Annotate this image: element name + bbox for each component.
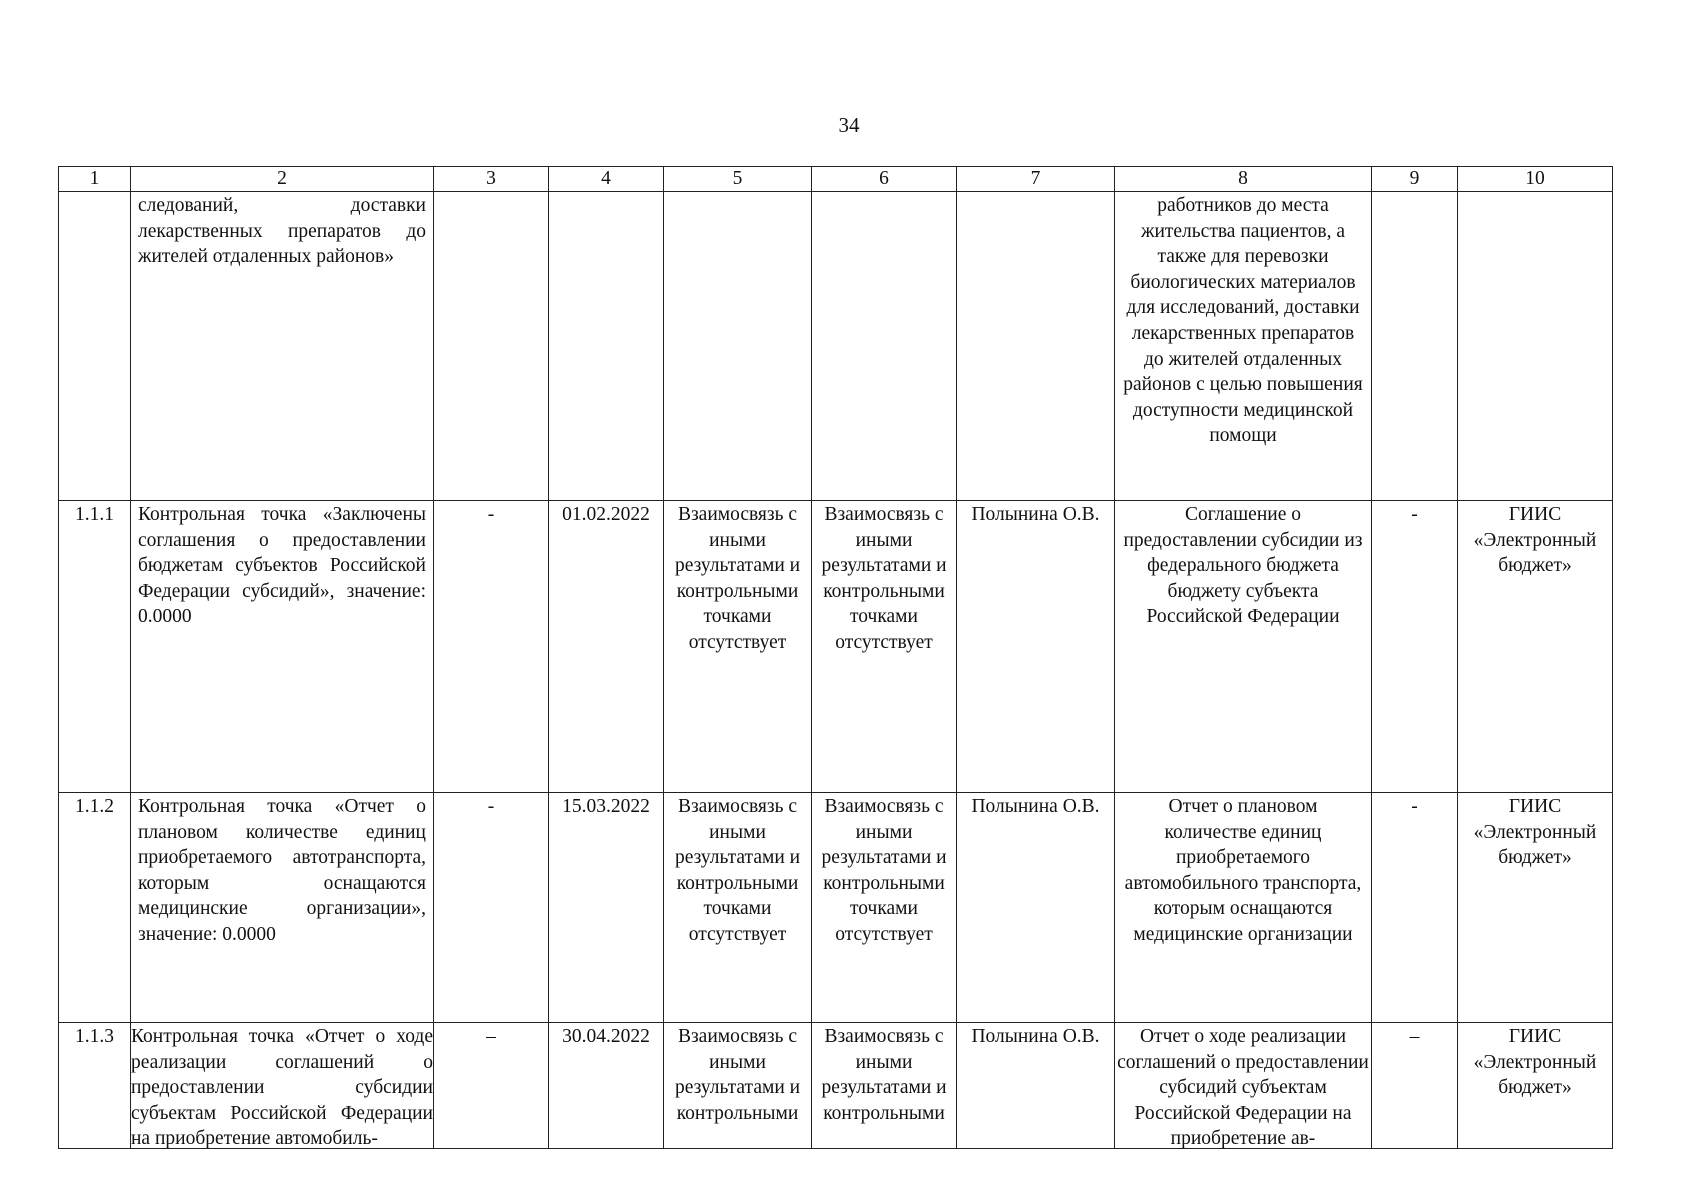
cell-number: 1.1.3 [59, 1023, 131, 1149]
document-table [58, 166, 1613, 1149]
cell-number [59, 192, 131, 501]
cell-responsible: Полынина О.В. [957, 793, 1115, 1023]
cell-date: 30.04.2022 [549, 1023, 664, 1149]
cell-col9: - [1372, 501, 1458, 793]
cell-result-document: Отчет о плановом количестве единиц приобретаемого автомобильного транспорта, которым оснащаются медицинские организации [1115, 793, 1372, 1023]
cell-responsible: Полынина О.В. [957, 1023, 1115, 1149]
page-number: 34 [838, 113, 860, 137]
cell-col3 [434, 192, 549, 501]
cell-col9: - [1372, 793, 1458, 1023]
cell-system: ГИИС «Электронный бюджет» [1458, 501, 1613, 793]
cell-relation-prev: Взаимосвязь с иными результатами и контрольными [664, 1023, 812, 1149]
column-header-6: 6 [812, 167, 957, 192]
cell-col3: - [434, 501, 549, 793]
cell-number: 1.1.1 [59, 501, 131, 793]
cell-relation-prev: Взаимосвязь с иными результатами и контрольными точками отсутствует [664, 501, 812, 793]
cell-result-document: работников до места жительства пациентов, а также для перевозки биологических материалов для исследований, доставки лекарственных препаратов до жителей отдаленных районов с целью повышения доступности медицинской помощи [1115, 192, 1372, 501]
cell-col9 [1372, 192, 1458, 501]
column-header-2: 2 [131, 167, 434, 192]
cell-result-document [1115, 1023, 1372, 1149]
cell-relation-next: Взаимосвязь с иными результатами и контрольными точками отсутствует [812, 501, 957, 793]
cell-result-document: Соглашение о предоставлении субсидии из федерального бюджета бюджету субъекта Российской Федерации [1115, 501, 1372, 793]
table-row [59, 192, 1613, 501]
cell-date: 15.03.2022 [549, 793, 664, 1023]
column-header-3: 3 [434, 167, 549, 192]
cell-col3: – [434, 1023, 549, 1149]
cell-description-text: Контрольная точка «Отчет о ходе реализации соглашений о предоставлении субсидии субъектам Российской Федерации на приобретение автомобиль- [131, 1026, 433, 1148]
table-row [59, 793, 1613, 1023]
cell-col3: - [434, 793, 549, 1023]
column-header-9: 9 [1372, 167, 1458, 192]
table-row [59, 501, 1613, 793]
column-header-1: 1 [59, 167, 131, 192]
cell-system [1458, 192, 1613, 501]
cell-result-document-text: Отчет о ходе реализации соглашений о предоставлении субсидий субъектам Российской Федерации на приобретение ав- [1117, 1026, 1369, 1148]
cell-relation-next [812, 192, 957, 501]
column-header-5: 5 [664, 167, 812, 192]
header-row [59, 167, 1613, 192]
column-header-4: 4 [549, 167, 664, 192]
cell-relation-prev [664, 192, 812, 501]
cell-relation-next: Взаимосвязь с иными результатами и контрольными [812, 1023, 957, 1149]
cell-description: следований, доставки лекарственных препаратов до жителей отдаленных районов» [131, 192, 434, 501]
cell-responsible: Полынина О.В. [957, 501, 1115, 793]
cell-col9: – [1372, 1023, 1458, 1149]
cell-description: Контрольная точка «Заключены соглашения о предоставлении бюджетам субъектов Российской Федерации субсидий», значение: 0.0000 [131, 501, 434, 793]
column-header-7: 7 [957, 167, 1115, 192]
cell-description: Контрольная точка «Отчет о плановом количестве единиц приобретаемого автотранспорта, которым оснащаются медицинские организации», значение: 0.0000 [131, 793, 434, 1023]
cell-responsible [957, 192, 1115, 501]
cell-relation-prev: Взаимосвязь с иными результатами и контрольными точками отсутствует [664, 793, 812, 1023]
column-header-8: 8 [1115, 167, 1372, 192]
cell-date [549, 192, 664, 501]
table-row [59, 1023, 1613, 1149]
cell-system: ГИИС «Электронный бюджет» [1458, 1023, 1613, 1149]
cell-system: ГИИС «Электронный бюджет» [1458, 793, 1613, 1023]
cell-number: 1.1.2 [59, 793, 131, 1023]
cell-date: 01.02.2022 [549, 501, 664, 793]
cell-description [131, 1023, 434, 1149]
cell-relation-next: Взаимосвязь с иными результатами и контрольными точками отсутствует [812, 793, 957, 1023]
column-header-10: 10 [1458, 167, 1613, 192]
